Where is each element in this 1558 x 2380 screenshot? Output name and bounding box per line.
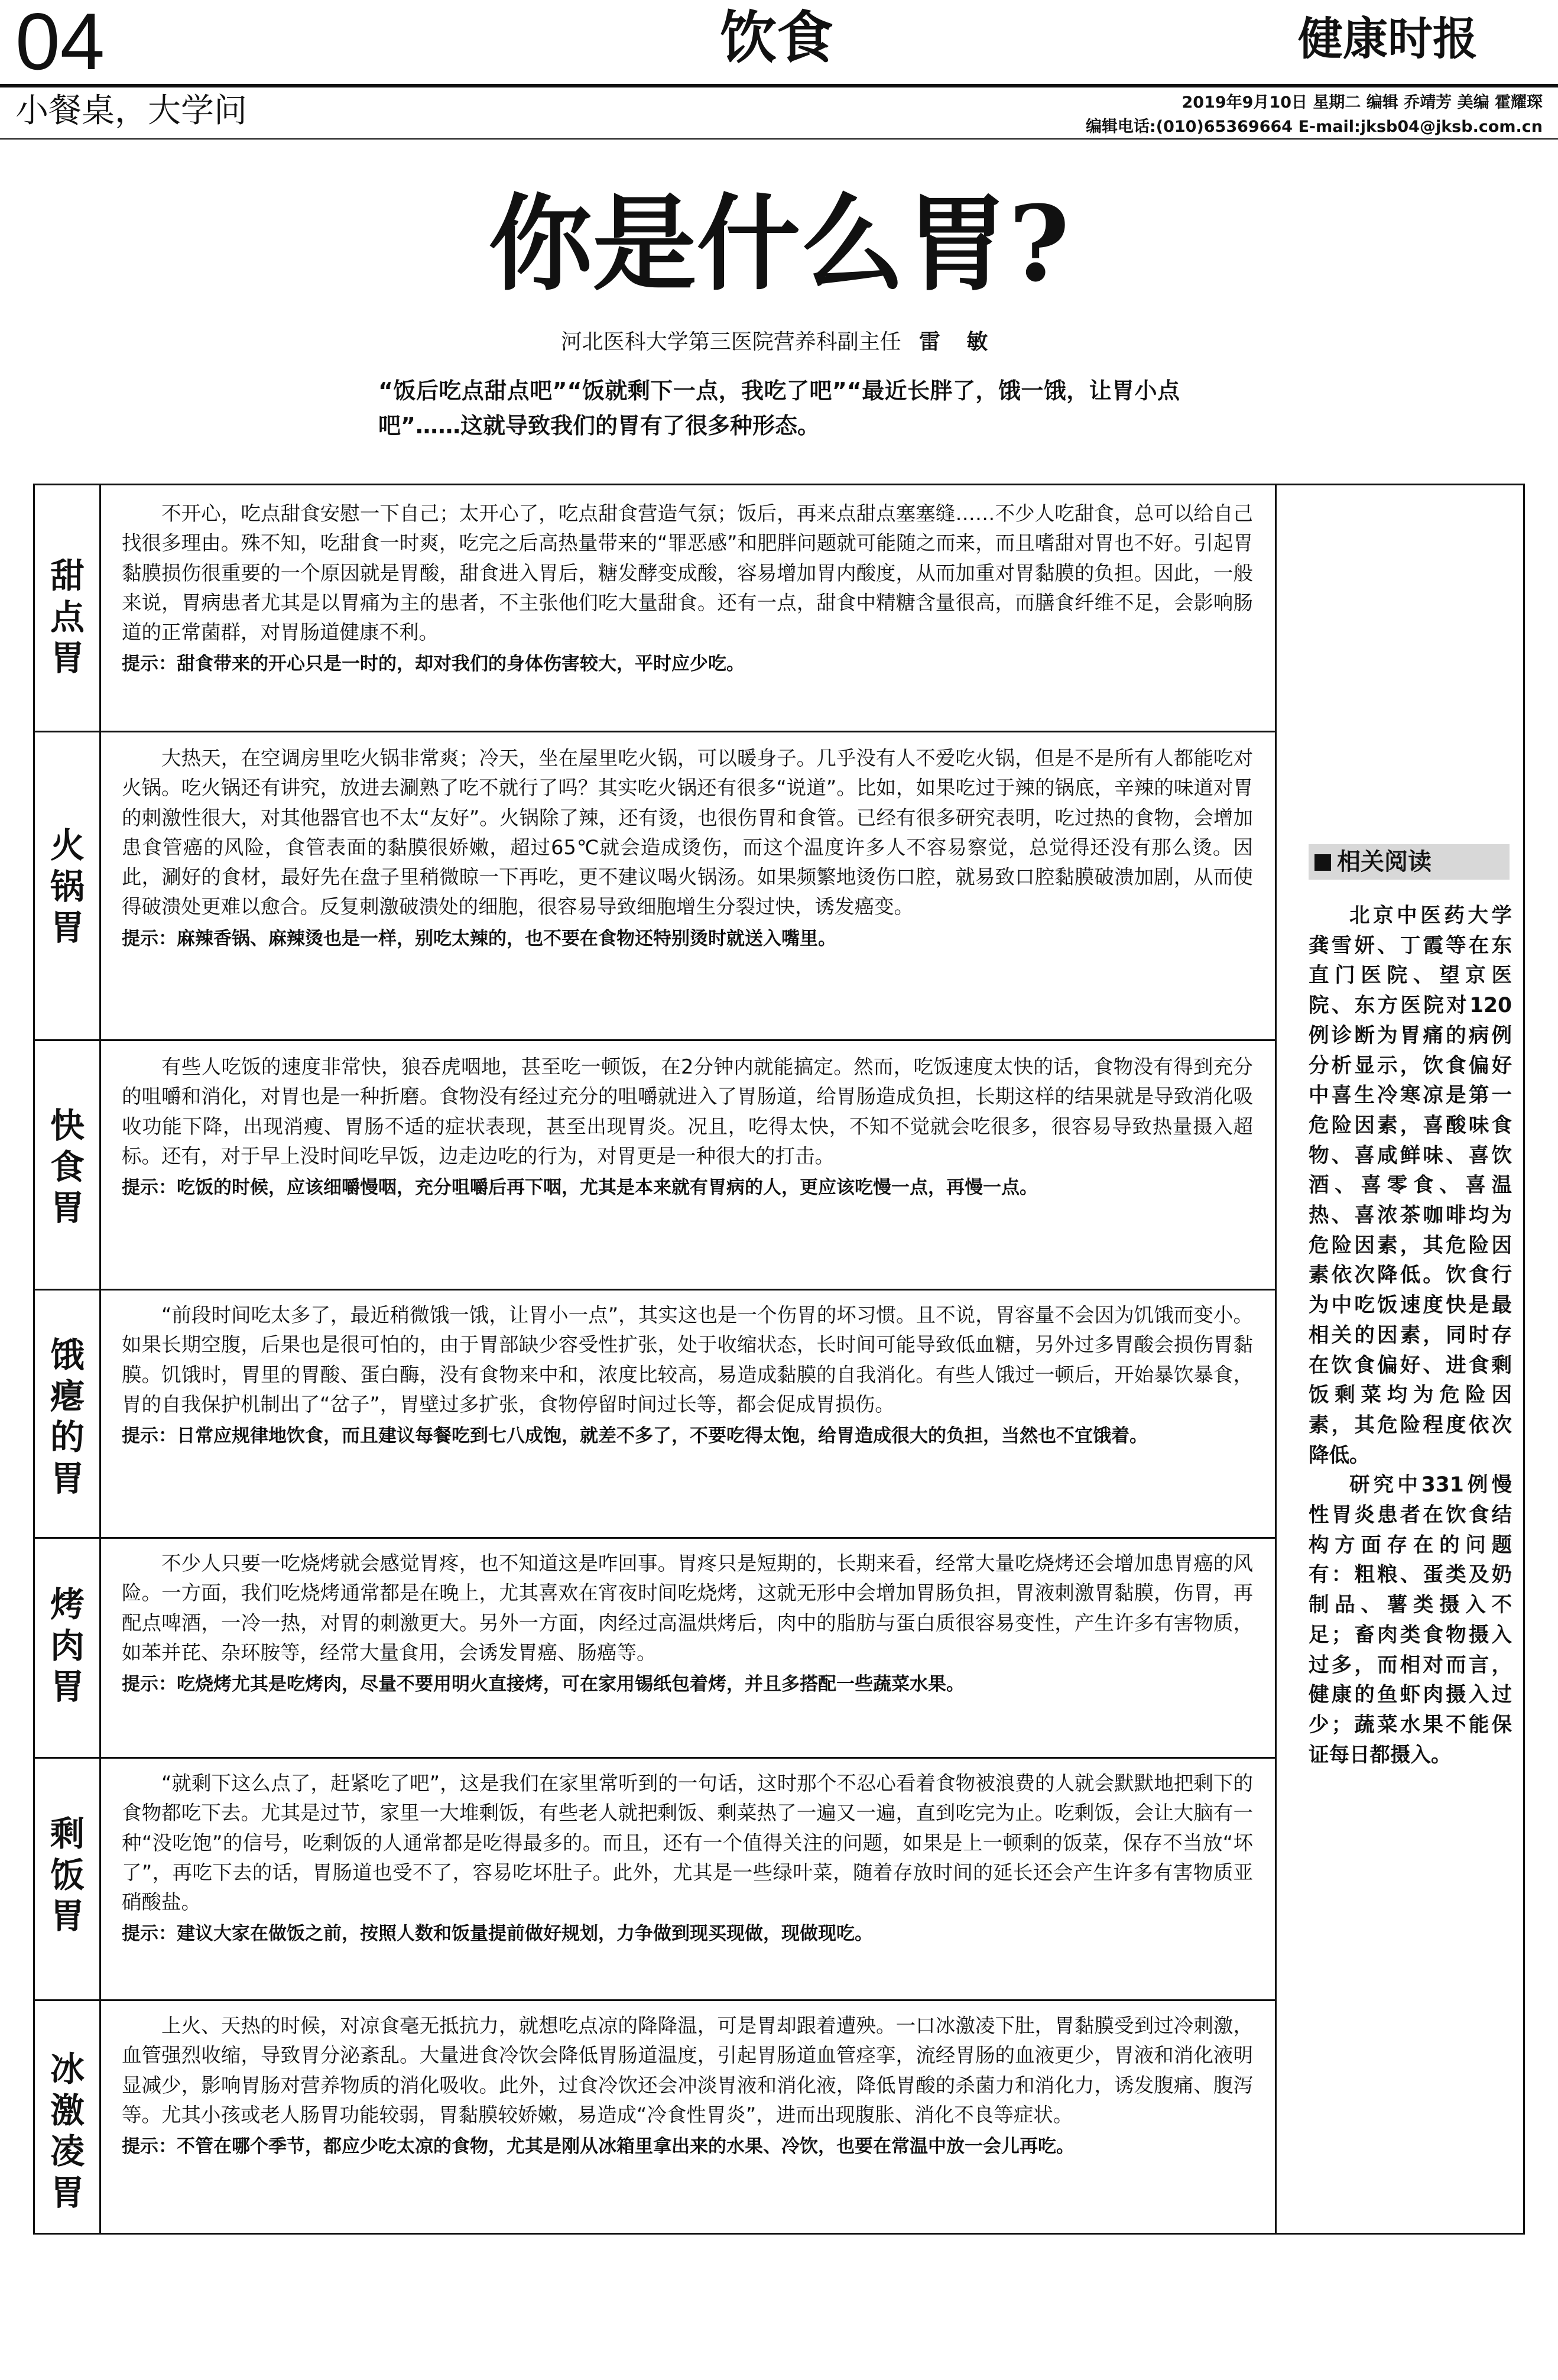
article-byline — [0, 329, 1558, 356]
section-label-char: 胃 — [50, 2172, 85, 2213]
section-label-starved-stomach — [35, 1335, 99, 1499]
page-number: 04 — [15, 0, 105, 86]
section-label-hotpot-stomach — [35, 825, 99, 949]
section-label-char: 烤 — [50, 1584, 85, 1625]
section-label-char: 胃 — [50, 1896, 85, 1937]
row-separator — [33, 1537, 1277, 1539]
section-tip: 提示：吃饭的时候，应该细嚼慢咽，充分咀嚼后再下咽，尤其是本来就有胃病的人，更应该吃慢一点，再慢一点。 — [122, 1177, 1038, 1198]
section-label-char: 冰 — [50, 2049, 85, 2089]
section-label-icecream-stomach — [35, 2049, 99, 2213]
section-label-char: 食 — [50, 1146, 85, 1187]
section-body: 不少人只要一吃烧烤就会感觉胃疼，也不知道这是咋回事。胃疼只是短期的，长期来看，经常大量吃烧烤还会增加患胃癌的风险。一方面，我们吃烧烤通常都是在晚上，尤其喜欢在宵夜时间吃烧烤，这就无形中会增加胃肠负担，胃液刺激胃黏膜，伤胃，再配点啤酒，一冷一热，对胃的刺激更大。另外一方面，肉经过高温烘烤后，肉中的脂肪与蛋白质很容易变性，产生许多有害物质，如苯并芘、杂环胺等，经常大量食用，会诱发胃癌、肠癌等。 — [122, 1552, 1253, 1664]
issue-meta — [1086, 91, 1543, 139]
byline-affiliation: 河北医科大学第三医院营养科副主任 — [560, 330, 901, 354]
section-tip: 提示：麻辣香锅、麻辣烫也是一样，别吃太辣的，也不要在食物还特别烫时就送入嘴里。 — [122, 928, 836, 949]
section-label-char: 胃 — [50, 907, 85, 948]
section-title: 饮食 — [720, 5, 833, 71]
section-icecream-stomach — [122, 2011, 1253, 2161]
section-label-char: 瘪 — [50, 1376, 85, 1416]
section-label-char: 饭 — [50, 1854, 85, 1895]
sidebar-paragraph: 北京中医药大学龚雪妍、丁霞等在东直门医院、望京医院、东方医院对120例诊断为胃痛的病例分析显示，饮食偏好中喜生冷寒凉是第一危险因素，喜酸味食物、喜咸鲜味、喜饮酒、喜零食、喜温热、喜浓茶咖啡均为危险因素，其危险因素依次降低。饮食行为中吃饭速度快是最相关的因素，同时存在饮食偏好、进食剩饭剩菜均为危险因素，其危险程度依次降低。 — [1309, 904, 1512, 1467]
section-label-char: 饿 — [50, 1335, 85, 1375]
section-label-char: 火 — [50, 825, 85, 865]
header-rule — [0, 84, 1558, 87]
date-editors: 2019年9月10日 星期二 编辑 乔靖芳 美编 霍耀琛 — [1182, 93, 1543, 112]
sidebar-related-reading — [1309, 901, 1512, 1770]
section-label-char: 快 — [50, 1105, 85, 1146]
row-separator — [33, 731, 1277, 732]
section-label-dessert-stomach — [35, 556, 99, 679]
row-separator — [33, 1999, 1277, 2001]
label-column-divider — [99, 484, 101, 2235]
sidebar-heading-text: 相关阅读 — [1337, 848, 1432, 876]
section-label-char: 甜 — [50, 556, 85, 596]
article-headline: 你是什么胃? — [488, 183, 1070, 305]
section-label-char: 锅 — [50, 866, 85, 907]
column-name: 小餐桌，大学问 — [15, 92, 247, 130]
section-label-char: 激 — [50, 2090, 85, 2131]
newspaper-masthead-logo: 健康时报 — [1298, 12, 1478, 65]
section-tip: 提示：不管在哪个季节，都应少吃太凉的食物，尤其是刚从冰箱里拿出来的水果、冷饮，也要在常温中放一会儿再吃。 — [122, 2136, 1075, 2157]
byline-author: 雷 敏 — [918, 330, 998, 354]
sidebar-paragraph: 研究中331例慢性胃炎患者在饮食结构方面存在的问题有：粗粮、蛋类及奶制品、薯类摄入不足；畜肉类食物摄入过多，而相对而言，健康的鱼虾肉摄入过少；蔬菜水果不能保证每日都摄入。 — [1309, 1473, 1512, 1767]
section-label-char: 胃 — [50, 1458, 85, 1499]
section-starved-stomach — [122, 1301, 1253, 1450]
section-leftovers-stomach — [122, 1769, 1253, 1948]
section-label-char: 的 — [50, 1417, 85, 1458]
section-dessert-stomach — [122, 499, 1253, 678]
section-body: “就剩下这么点了，赶紧吃了吧”，这是我们在家里常听到的一句话，这时那个不忍心看着食物被浪费的人就会默默地把剩下的食物都吃下去。尤其是过节，家里一大堆剩饭，有些老人就把剩饭、剩菜热了一遍又一遍，直到吃完为止。吃剩饭，会让大脑有一种“没吃饱”的信号，吃剩饭的人通常都是吃得最多的。而且，还有一个值得关注的问题，如果是上一顿剩的饭菜，保存不当放“坏了”，再吃下去的话，胃肠道也受不了，容易吃坏肚子。此外，尤其是一些绿叶菜，随着存放时间的延长还会产生许多有害物质亚硝酸盐。 — [122, 1772, 1253, 1914]
section-tip: 提示：日常应规律地饮食，而且建议每餐吃到七八成饱，就差不多了，不要吃得太饱，给胃造成很大的负担，当然也不宜饿着。 — [122, 1425, 1148, 1447]
section-tip: 提示：建议大家在做饭之前，按照人数和饭量提前做好规划，力争做到现买现做，现做现吃。 — [122, 1923, 873, 1945]
section-fast-eating-stomach — [122, 1052, 1253, 1202]
header-rule-thin — [0, 138, 1558, 140]
row-separator — [33, 1039, 1277, 1041]
row-separator — [33, 1757, 1277, 1759]
section-label-char: 肉 — [50, 1625, 85, 1666]
article-intro: “饭后吃点甜点吧”“饭就剩下一点，我吃了吧”“最近长胖了，饿一饿，让胃小点吧”……这就导致我们的胃有了很多种形态。 — [378, 378, 1180, 439]
section-body: 有些人吃饭的速度非常快，狼吞虎咽地，甚至吃一顿饭，在2分钟内就能搞定。然而，吃饭速度太快的话，食物没有得到充分的咀嚼和消化，对胃也是一种折磨。食物没有经过充分的咀嚼就进入了胃肠道，给胃肠造成负担，长期这样的结果就是导致消化吸收功能下降，出现消瘦、胃肠不适的症状表现，甚至出现胃炎。况且，吃得太快，不知不觉就会吃很多，很容易导致热量摄入超标。还有，对于早上没时间吃早饭，边走边吃的行为，对胃更是一种很大的打击。 — [122, 1055, 1253, 1168]
sidebar-heading — [1309, 844, 1510, 880]
section-tip: 提示：吃烧烤尤其是吃烤肉，尽量不要用明火直接烤，可在家用锡纸包着烤，并且多搭配一些蔬菜水果。 — [122, 1674, 965, 1695]
square-bullet-icon — [1314, 854, 1331, 871]
section-bbq-stomach — [122, 1549, 1253, 1698]
section-label-char: 胃 — [50, 1188, 85, 1228]
section-label-char: 胃 — [50, 1666, 85, 1707]
section-label-bbq-stomach — [35, 1584, 99, 1708]
row-separator — [33, 1289, 1277, 1290]
section-label-char: 点 — [50, 596, 85, 637]
section-label-char: 胃 — [50, 638, 85, 679]
editor-contact: 编辑电话:(010)65369664 E-mail:jksb04@jksb.com.cn — [1085, 117, 1543, 136]
section-body: 大热天，在空调房里吃火锅非常爽；冷天，坐在屋里吃火锅，可以暖身子。几乎没有人不爱吃火锅，但是不是所有人都能吃对火锅。吃火锅还有讲究，放进去涮熟了吃不就行了吗？其实吃火锅还有很多“说道”。比如，如果吃过于辣的锅底，辛辣的味道对胃的刺激性很大，对其他器官也不太“友好”。火锅除了辣，还有烫，也很伤胃和食管。已经有很多研究表明，吃过热的食物，会增加患食管癌的风险，食管表面的黏膜很娇嫩，超过65℃就会造成烫伤，而这个温度许多人不容易察觉，总觉得还没有那么烫。因此，涮好的食材，最好先在盘子里稍微晾一下再吃，更不建议喝火锅汤。如果频繁地烫伤口腔，就易致口腔黏膜破溃加剧，从而使得破溃处更难以愈合。反复刺激破溃处的细胞，很容易导致细胞增生分裂过快，诱发癌变。 — [122, 747, 1253, 919]
section-label-char: 剩 — [50, 1814, 85, 1854]
section-label-char: 凌 — [50, 2131, 85, 2172]
section-tip: 提示：甜食带来的开心只是一时的，却对我们的身体伤害较大，平时应少吃。 — [122, 653, 745, 675]
section-body: “前段时间吃太多了，最近稍微饿一饿，让胃小一点”，其实这也是一个伤胃的坏习惯。且不说，胃容量不会因为饥饿而变小。如果长期空腹，后果也是很可怕的，由于胃部缺少容受性扩张，处于收缩状态，长时间可能导致低血糖，另外过多胃酸会损伤胃黏膜。饥饿时，胃里的胃酸、蛋白酶，没有食物来中和，浓度比较高，易造成黏膜的自我消化。有些人饿过一顿后，开始暴饮暴食，胃的自我保护机制出了“岔子”，胃壁过多扩张，食物停留时间过长等，都会促成胃损伤。 — [122, 1304, 1253, 1416]
section-label-leftovers-stomach — [35, 1814, 99, 1937]
section-body: 上火、天热的时候，对凉食毫无抵抗力，就想吃点凉的降降温，可是胃却跟着遭殃。一口冰激凌下肚，胃黏膜受到过冷刺激，血管强烈收缩，导致胃分泌紊乱。大量进食冷饮会降低胃肠道温度，引起胃肠道血管痉挛，流经胃肠的血液更少，胃液和消化液明显减少，影响胃肠对营养物质的消化吸收。此外，过食冷饮还会冲淡胃液和消化液，降低胃酸的杀菌力和消化力，诱发腹痛、腹泻等。尤其小孩或老人肠胃功能较弱，胃黏膜较娇嫩，易造成“冷食性胃炎”，进而出现腹胀、消化不良等症状。 — [122, 2014, 1253, 2126]
section-body: 不开心，吃点甜食安慰一下自己；太开心了，吃点甜食营造气氛；饭后，再来点甜点塞塞缝……不少人吃甜食，总可以给自己找很多理由。殊不知，吃甜食一时爽，吃完之后高热量带来的“罪恶感”和肥胖问题就可能随之而来，而且嗜甜对胃也不好。引起胃黏膜损伤很重要的一个原因就是胃酸，甜食进入胃后，糖发酵变成酸，容易增加胃内酸度，从而加重对胃黏膜的负担。因此，一般来说，胃病患者尤其是以胃痛为主的患者，不主张他们吃大量甜食。还有一点，甜食中精糖含量很高，而膳食纤维不足，会影响肠道的正常菌群，对胃肠道健康不利。 — [122, 502, 1253, 644]
section-hotpot-stomach — [122, 744, 1253, 953]
section-label-fast-eating-stomach — [35, 1105, 99, 1229]
